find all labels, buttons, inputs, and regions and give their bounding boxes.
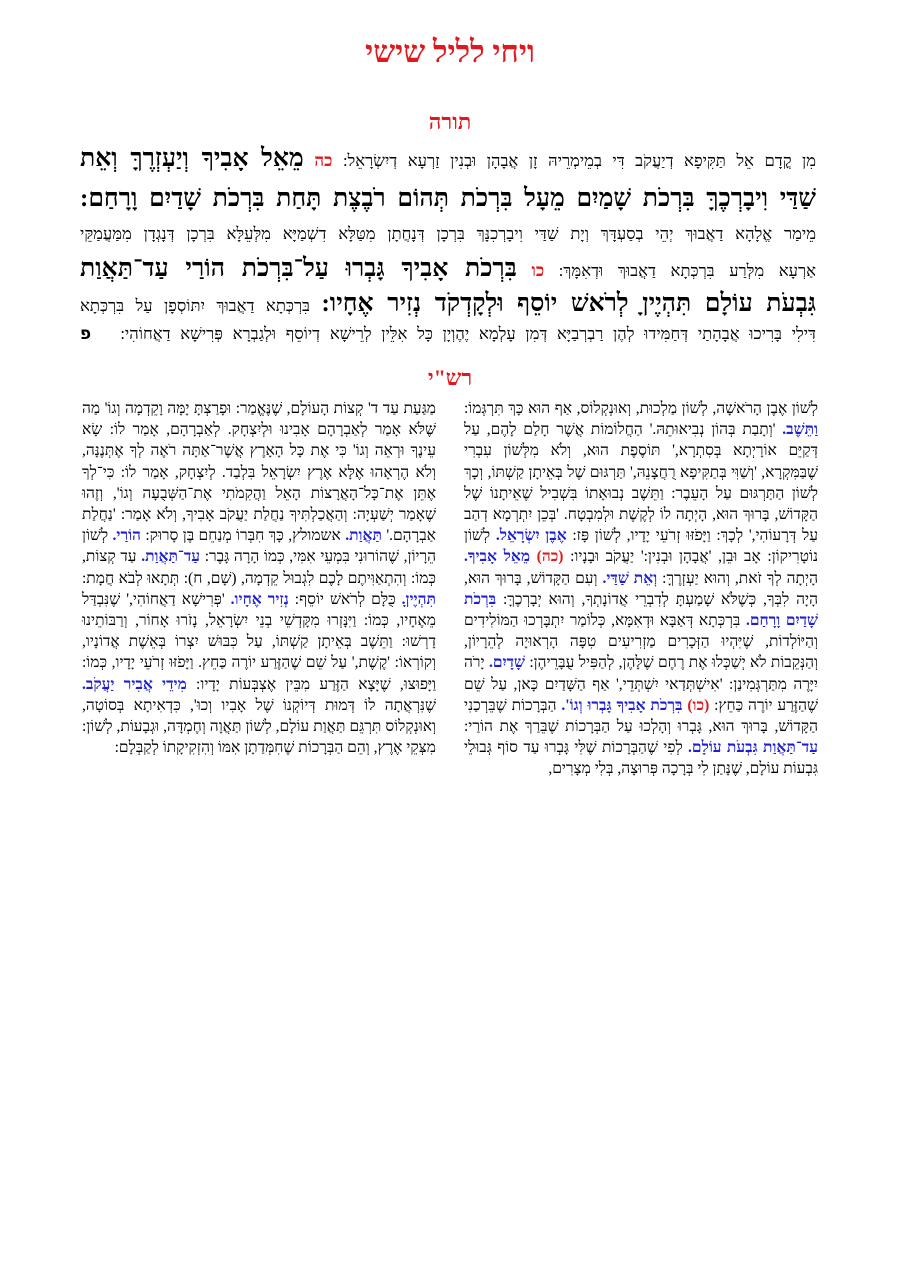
torah-verse-26-end: גִּבְעֹת עוֹלָם תִּהְיֶיןָ לְרֹאשׁ יוֹסֵף וּלְקָדְקֹד נְזִיר אֶחָיו: — [321, 290, 816, 317]
dibur-hamatchil: מִידֵי אֲבִיר יַעֲקֹב. — [82, 675, 187, 693]
commentary-text: לְשׁוֹן נוֹטָרִיקוֹן: אָב וּבֵן, 'אֲבָהָן וּבְנִין:' יַעֲקֹב וּבָנָיו: — [464, 527, 818, 566]
torah-line-1-segment: מִן קֳדָם אֵל תַּקִּיפָא דְיַעֲקֹב דִּי בְמֵימְרֵיהּ זָן אֲבָהָן וּבְנִין זַרְעָא דְיִשְׂרָאֵל: — [332, 151, 816, 170]
torah-line-2: שַׁדַּי וִיבָרְכֶךָּ בִּרְכֹת שָׁמַיִם מֵעָל בִּרְכֹת תְּהוֹם רֹבֶצֶת תָּחַת בִּרְכֹת שָׁדַיִם וָרָחַם: — [80, 185, 816, 212]
torah-text — [80, 140, 816, 350]
targum-verse-26-end: דִּילִי בָּרִיכוּ אֲבָהָתַי דְּחַמִּידוּ לְהֶן רַבְרְבַיָּא דְּמִן עָלְמָא יֶהֶוְיָן כָּל אִלֵּין לְרֵישָׁא דְיוֹסֵף וּלְגַבְרָא פְּרִישָׁא דַאֲחוֹהִי: — [120, 324, 816, 343]
commentary-text: כֻּלָּם לְרֹאשׁ יוֹסֵף: — [288, 590, 402, 608]
torah-line-4-segment: אַרְעָא מִלְּרַע בִּרְכְּתָא דַאֲבוּךְ וּדְאִמָּךְ: — [544, 261, 816, 280]
commentary-text: לְפִי שֶׁהַבְּרָכוֹת שֶׁלִּי גָּבְרוּ עַד סוֹף גְּבוּלֵי גִּבְעוֹת עוֹלָם, שֶׁנָּתַן לִי בְּרָכָה פְּרוּצָה, בְּלִי מְצָרִים, — [464, 739, 818, 778]
dibur-hamatchil: וַתֵּשֶׁב. — [782, 421, 818, 439]
commentary-text: וְעִם הַקָּדוֹשׁ, בָּרוּךְ הוּא, הָיָה לִבְּךָ, כְּשֶׁלֹּא שָׁמַעְתָּ לְדִבְרֵי אֲדוֹנָתְךָ, וְהוּא יְבָרְכֶךָּ: — [464, 569, 818, 608]
commentary-text: שֶׁנִּרְאֲתָה לוֹ דְּמוּת דְּיוֹקְנוֹ שֶׁל אָבִיו וְכוּ', כִּדְאִיתָא בְּסוֹטָה, וְאוּנְקְלוֹס תִּרְגֵּם תַּאֲוַת עוֹלָם, לְשׁוֹן תַּאֲוָה וְחֶמְדָּה, וּגְבָעוֹת, לְשׁוֹן: מִצְּקֵי אֶרֶץ, וְהֵם הַבְּרָכוֹת שֶׁחִמְּדַתָן אִמּוֹ וְהִזְקִיקָתוֹ לְקַבְּלָם: — [82, 696, 436, 757]
rashi-heading: רש"י — [427, 365, 473, 390]
dibur-hamatchil: עַד־תַּאֲוַת גִּבְעֹת עוֹלָם. — [688, 739, 818, 757]
torah-line-4-segment: כו — [516, 261, 545, 280]
rashi-right-column — [464, 398, 818, 780]
dibur-hamatchil: מֵאֵל אָבִיךָ. — [464, 548, 531, 566]
dibur-hamatchil: נְזִיר אֶחָיו. — [230, 590, 289, 608]
dibur-hamatchil: בִּרְכֹת אָבִיךָ גָּבְרוּ וְגוֹ'. — [561, 696, 683, 714]
dibur-hamatchil: אֶבֶן יִשְׂרָאֵל. — [495, 527, 567, 545]
rashi-left-column — [82, 398, 436, 780]
commentary-text: מַגַּעַת עַד ד' קְצוֹת הָעוֹלָם, שֶׁנֶּאֱמַר: וּפָרַצְתָּ יָמָּה וָקֵדְמָה וְגוֹ' מַה שֶּׁלֹּא אָמַר לְאַבְרָהָם אָבִינוּ וּלְיִצְחָק. לְאַבְרָהָם, אָמַר לוֹ: שָׂא עֵינֶךָ וּרְאֵה וְגוֹ' כִּי אֶת כָּל הָאָרֶץ אֲשֶׁר־אַתָּה רֹאֶה לְךָ אֶתְּנֶנָּה, וְלֹא הֶרְאָהוּ אֶלָּא אֶרֶץ יִשְׂרָאֵל בִּלְבַד. לְיִצְחָק, אָמַר לוֹ: כִּי־לְךָ אֶתֵּן אֶת־כָּל־הָאֲרָצוֹת הָאֵל וַהֲקִמֹתִי אֶת־הַשְּׁבֻעָה וְגוֹ', וְזֶהוּ שֶׁאָמַר יְשַׁעְיָה: וְהַאֲכַלְתִּיךָ נַחֲלַת יַעֲקֹב אָבִיךָ, וְלֹא אָמַר: 'נַחֲלַת אַבְרָהָם.' — [82, 400, 436, 545]
dibur-hamatchil: בִּרְכֹת שָׁדַיִם וָרָחַם. — [464, 590, 819, 630]
torah-line-5 — [80, 290, 816, 318]
commentary-text: הַבְּרָכוֹת שֶׁבֵּרְכַנִי הַקָּדוֹשׁ, בָּרוּךְ הוּא, גָּבְרוּ וְהָלְכוּ עַל הַבְּרָכוֹת שֶׁבֵּרַךְ אֶת הוֹרַי: — [464, 696, 818, 736]
torah-heading: תורה — [428, 109, 472, 134]
commentary-text: עַד קְצוֹת, כְּמוֹ: וְהִתְאַוִּיתֶם לָכֶם לִגְבוּל קֵדְמָה, (שָׁם, ח): תְּתָאוּ לְבֹא חֲמָת: — [82, 548, 436, 587]
parasha-pe-mark: פ — [80, 324, 92, 344]
verse-number: (כו) — [687, 696, 710, 714]
torah-line-4 — [80, 250, 816, 290]
commentary-text: אשמולץ, כָּךְ חִבְּרוֹ מְנַחֵם בֶּן סָרוּק: — [140, 527, 346, 545]
dibur-hamatchil: שָׁדָיִם. — [488, 654, 525, 672]
verse-number: (כה) — [536, 548, 564, 566]
torah-line-3: מֵימַר אֱלָהָא דַאֲבוּךְ יְהֵי בְסַעְדָּךְ וְיָת שַׁדַּי וִיבָרְכִנָּךְ בִּרְכָן דְּנָחֲתָן מִטַּלָּא דִשְׁמַיָּא מִלְּעֵלָּא בִּרְכָן דְּנָגְדָן מִמַּעֲמַקֵּי — [80, 224, 816, 243]
dibur-hamatchil: עַד־תַּאֲוַת. — [141, 548, 201, 566]
page-title: ויחי לליל שישי — [365, 34, 535, 69]
commentary-text: 'פְּרִישָׁא דַאֲחוֹהִי,' שֶׁנִּבְדַּל מֵאֶחָיו, כְּמוֹ: וַיִּנָּזְרוּ מִקָּדְשֵׁי בְנֵי יִשְׂרָאֵל, נָזֹרוּ אָחוֹר, וְרַבּוֹתֵינוּ דָרְשׁוּ: וַתֵּשֶׁב בְּאֵיתָן קַשְׁתּוֹ, עַל כִּבּוּשׁ יִצְרוֹ בְּאֵשֶׁת אֲדוֹנָיו, וְקוֹרְאוֹ: 'קֶשֶׁת,' עַל שֵׁם שֶׁהַזֶּרַע יוֹרֶה כַּחֵץ. וַיָּפֹזּוּ זְרֹעֵי יָדָיו, כְּמוֹ: וַיָּפוּצוּ, שֶׁיָּצָא הַזֶּרַע מִבֵּין אֶצְבְּעוֹת יָדָיו: — [82, 590, 436, 693]
torah-line-1-segment: מֵאֵל אָבִיךָ וְיַעְזְרֶךָּ וְאֵת — [80, 145, 304, 172]
torah-line-1-segment: כה — [303, 151, 333, 170]
dibur-hamatchil: וְאֵת שַׁדַּי. — [602, 569, 658, 587]
commentary-text: יָרֹה יִיָּרֶה מִתַּרְגְּמִינַן: 'אִישְׁתְּדַאי יִשְׁתְּדֵי,' אַף הַשָּׁדַיִם כָּאן, עַל שֵׁם שֶׁהַזֶּרַע יוֹרֶה כַּחֵץ: — [464, 654, 819, 714]
torah-line-6 — [80, 318, 816, 350]
dibur-hamatchil: הוֹרַי. — [112, 527, 141, 545]
dibur-hamatchil: תִּהְיֶיןָ. — [401, 590, 436, 608]
commentary-text: לְשׁוֹן אֶבֶן הָרֹאשָׁה, לְשׁוֹן מַלְכוּת, וְאוּנְקְלוֹס, אַף הוּא כָּךְ תִּרְגְּמוֹ: — [464, 400, 818, 417]
commentary-text: 'וְתָבַת בְּהוֹן נְבִיאוּתֵהּ.' הַחֲלוֹמוֹת אֲשֶׁר חָלַם לָהֶם, עַל דְּקַיֵּם אוֹרָיְתָא בְּסִתְרָא,' תּוֹסֶפֶת הוּא, וְלֹא מִלְּשׁוֹן עִבְרִי שֶׁבַּמִּקְרָא, 'וְשַׁוִּי בְּתַקִּיפָא רֻחֲצָנֵהּ,' תַּרְגּוּם שֶׁל בְּאֵיתָן קַשְׁתּוֹ, וְכָךְ לְשׁוֹן הַתַּרְגּוּם עַל הָעֵבֶר: וַתֵּשֶׁב נְבוּאָתוֹ בִּשְׁבִיל שֶׁאֵיתָנוֹ שֶׁל הַקָּדוֹשׁ, בָּרוּךְ הוּא, הָיְתָה לוֹ לְקֶשֶׁת וּלְמִבְטָח. 'בְּכֵן יִתְרְמָא דְהַב עַל דְּרָעוֹהִי,' לְכָךְ: וַיָּפֹזּוּ זְרֹעֵי יָדָיו, לְשׁוֹן פָּז: — [464, 421, 818, 545]
torah-line-4-segment: בִּרְכֹת אָבִיךָ גָּבְרוּ עַל־בִּרְכֹת הוֹרַי עַד־תַּאֲוַת — [80, 255, 517, 282]
targum-verse-26-start: בִּרְכְּתָא דַאֲבוּךְ יִתּוֹסְפָן עַל בִּרְכְּתָא — [80, 296, 322, 315]
commentary-text: לְשׁוֹן הֵרָיוֹן, שֶׁהוֹרוּנִי בִּמְעֵי אִמִּי, כְּמוֹ הָרָה גָּבֶר: — [82, 527, 437, 566]
commentary-text: הָיְתָה לְךָ זֹאת, וְהוּא יַעְזְרֶךָּ: — [657, 569, 818, 587]
commentary-text — [530, 548, 537, 565]
torah-line-1 — [80, 140, 816, 180]
dibur-hamatchil: תַּאֲוַת. — [345, 527, 382, 545]
commentary-text: בִּרְכְּתָא דְּאַבָּא וּדְאִמָּא, כְּלוֹמַר יִתְבָּרְכוּ הַמּוֹלִידִים וְהַיּוֹלְדוֹת, שֶׁיִּהְיוּ הַזְּכָרִים מַזְרִיעִים טִפָּה הָרְאוּיָה לְהֵרָיוֹן, וְהַנְּקֵבוֹת לֹא יְשַׁכְּלוּ אֶת רֶחֶם שֶׁלָּהֶן, לְהַפִּיל עֻבָּרֵיהֶן: — [464, 612, 818, 672]
rashi-commentary — [82, 398, 818, 780]
